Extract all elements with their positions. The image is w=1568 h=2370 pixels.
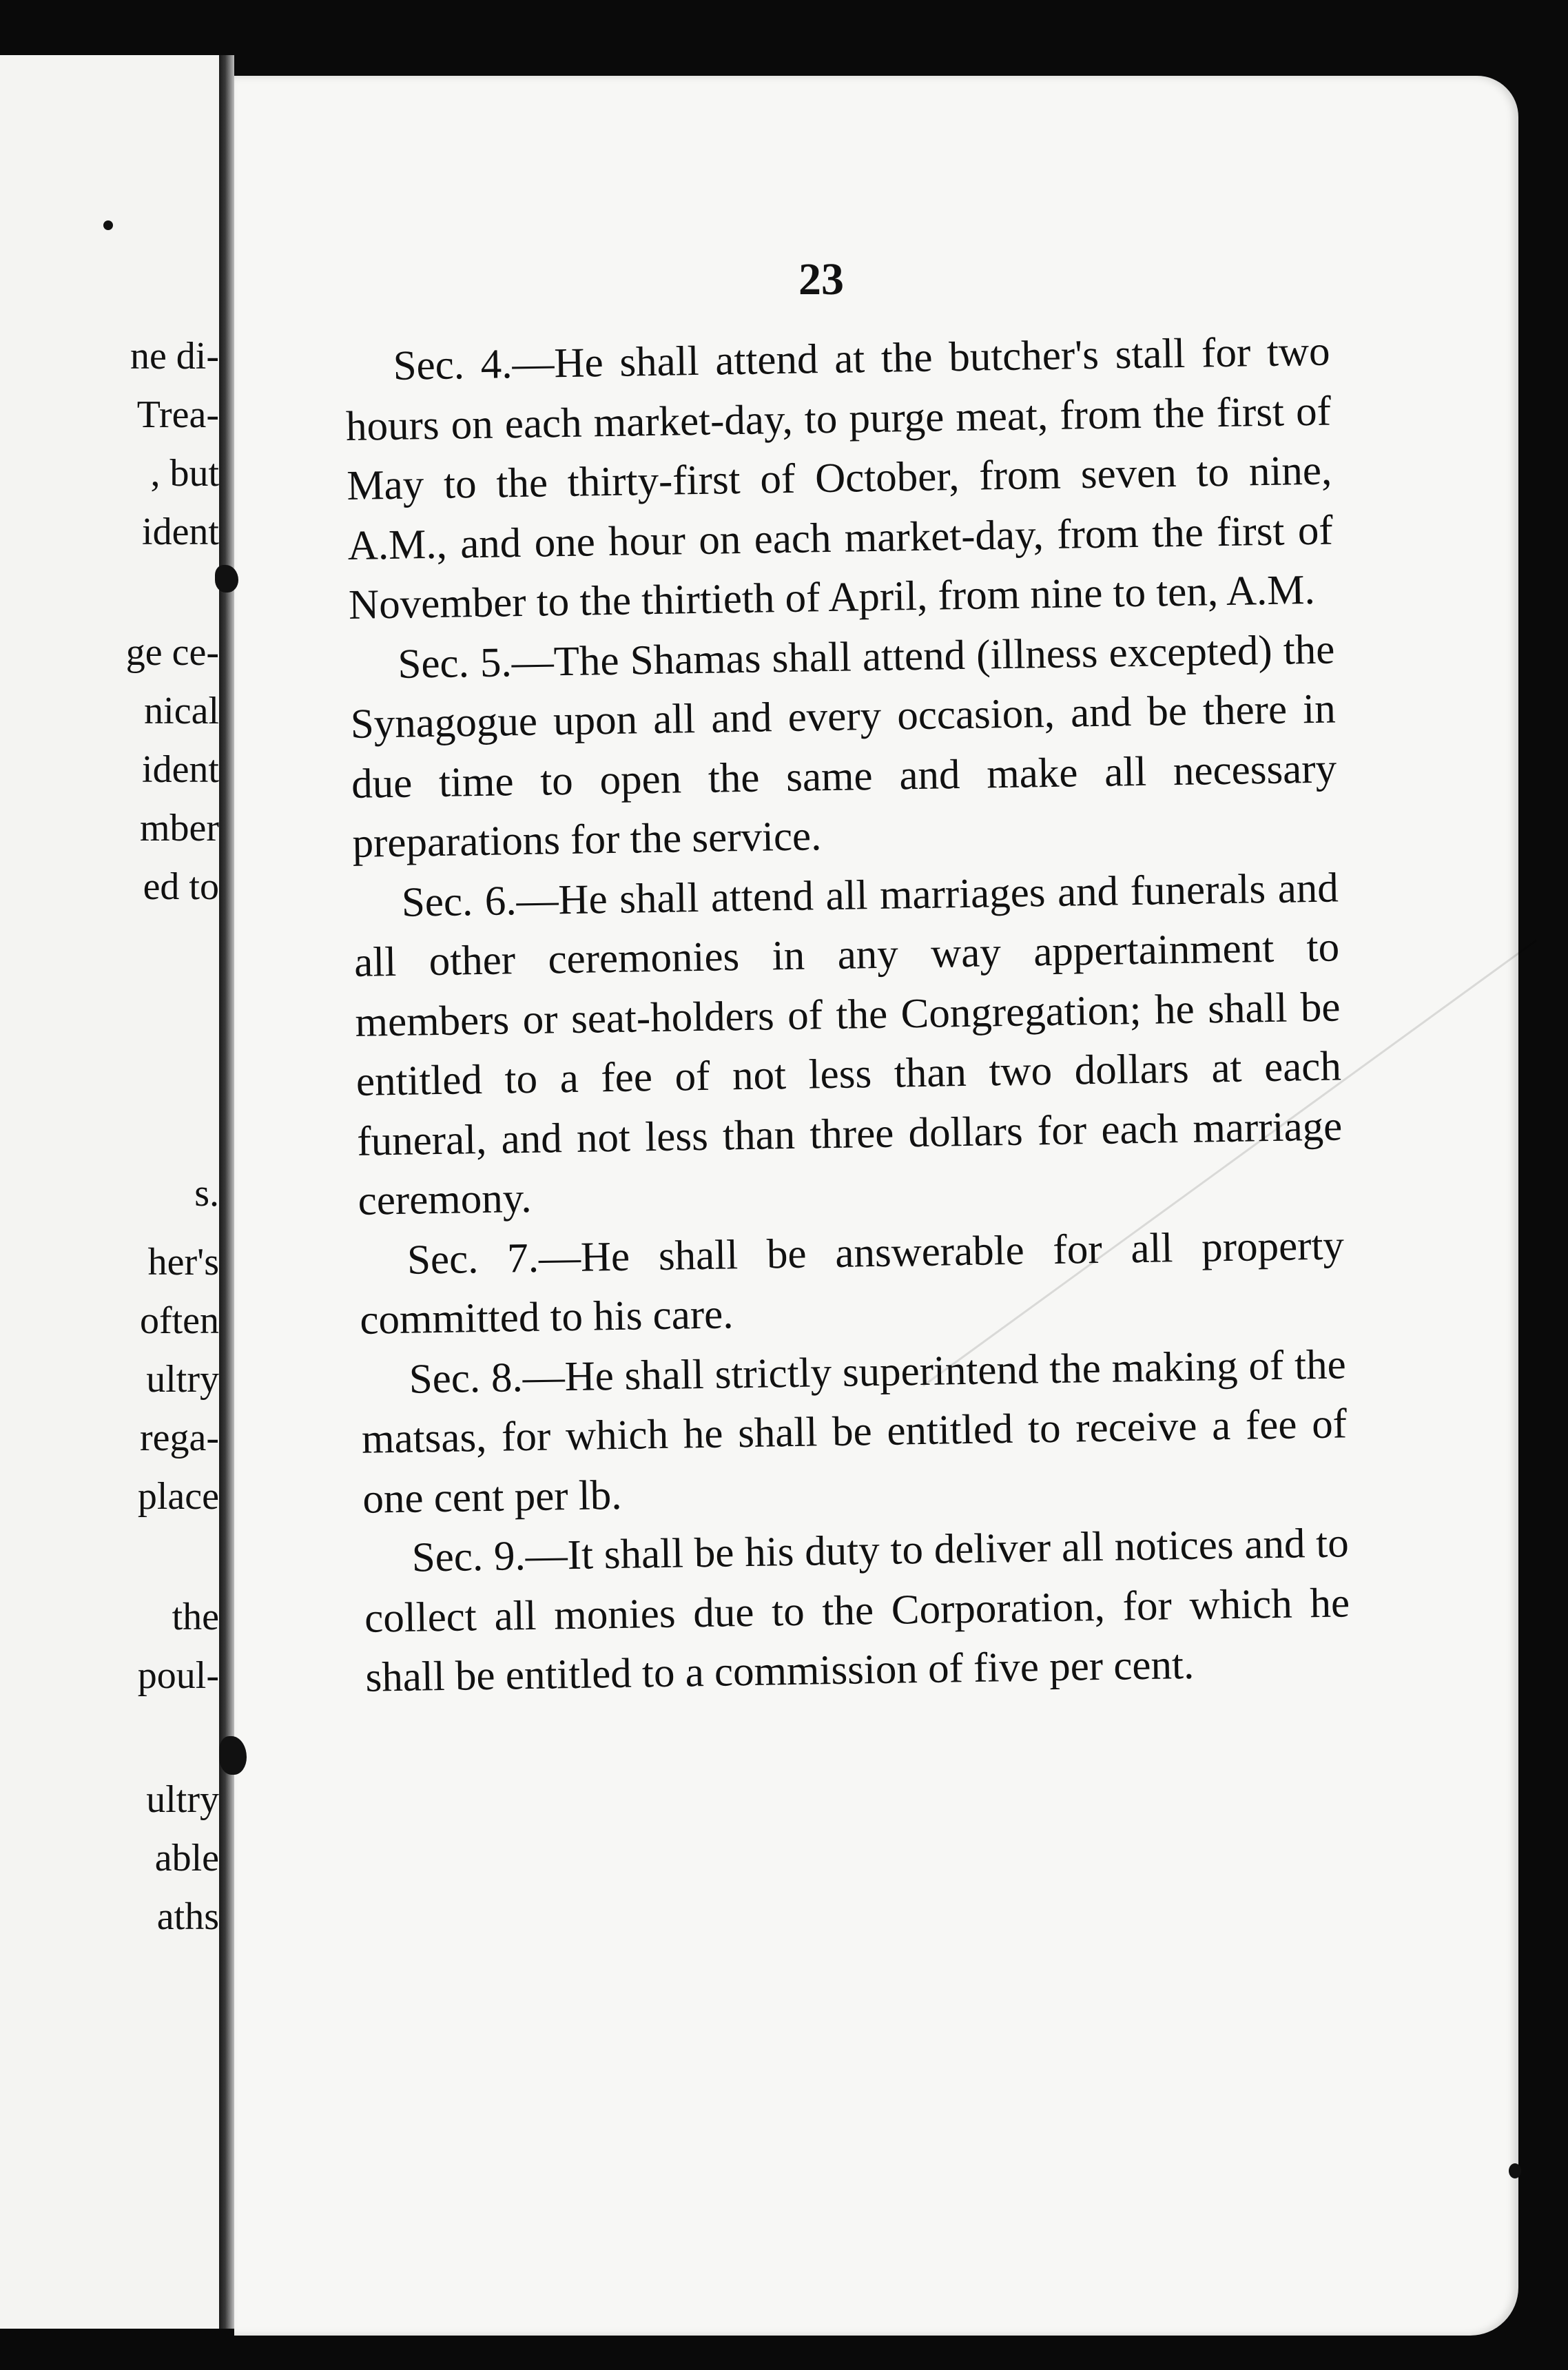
facing-page-fragment: ident — [142, 748, 219, 791]
section-5: Sec. 5.—The Shamas shall attend (illness excepted) the Synagogue upon all and every occasion, and be there in due time to open the same and make all necessary preparations for the service. — [350, 626, 1337, 867]
facing-page-fragment: ne di- — [130, 335, 219, 378]
facing-page-fragment: ident — [142, 511, 219, 553]
section-9: Sec. 9.—It shall be his duty to deliver all notices and to collect all monies due to the Corporation, for which he shall be entitled to a commission of five per cent. — [364, 1520, 1350, 1701]
page-body — [344, 322, 1351, 1709]
facing-page-fragment: her's — [147, 1241, 219, 1284]
facing-page-fragment: ultry — [146, 1358, 219, 1401]
facing-page-fragment: aths — [156, 1895, 219, 1938]
facing-page-fragment: rega- — [139, 1416, 219, 1459]
facing-page-fragment: Trea- — [136, 393, 219, 436]
main-page — [234, 76, 1518, 2336]
facing-page-fragment: nical — [144, 690, 219, 732]
facing-page-fragment: , but — [150, 452, 219, 495]
ink-speck — [1509, 2163, 1521, 2178]
facing-page-fragment: often — [139, 1299, 219, 1342]
facing-page-fragment: s. — [194, 1172, 219, 1215]
facing-page-fragment: ge ce- — [125, 631, 219, 674]
facing-page-strip — [0, 55, 219, 2329]
facing-page-fragment: the — [172, 1596, 219, 1638]
section-8: Sec. 8.—He shall strictly superintend the making of the matsas, for which he shall be entitled to receive a fee of one cent per lb. — [361, 1341, 1348, 1523]
page-number: 23 — [798, 254, 844, 305]
facing-page-fragment: poul- — [137, 1654, 219, 1697]
ink-blot — [215, 565, 238, 592]
book-gutter — [219, 55, 234, 2329]
facing-page-fragment: ultry — [146, 1778, 219, 1821]
facing-page-fragment: place — [137, 1475, 219, 1518]
section-7: Sec. 7.—He shall be answerable for all property committed to his care. — [359, 1222, 1345, 1343]
ink-speck — [103, 220, 113, 230]
facing-page-fragment: able — [154, 1837, 219, 1879]
facing-page-fragment: mber — [139, 807, 219, 849]
section-6: Sec. 6.—He shall attend all marriages and funerals and all other ceremonies in any way appertainment to members or seat-holders of the Congregation; he shall be entitled to a fee of not less than two dollars at each funeral, and not less than three dollars for each marriage ceremony. — [353, 864, 1343, 1224]
facing-page-fragment: ed to — [143, 865, 219, 908]
section-4: Sec. 4.—He shall attend at the butcher's stall for two hours on each market-day, to purge meat, from the first of May to the thirty-first of October, from seven to nine, A.M., and one hour on each market-day, from the first of November to the thirtieth of April, from nine to ten, A.M. — [345, 328, 1334, 628]
